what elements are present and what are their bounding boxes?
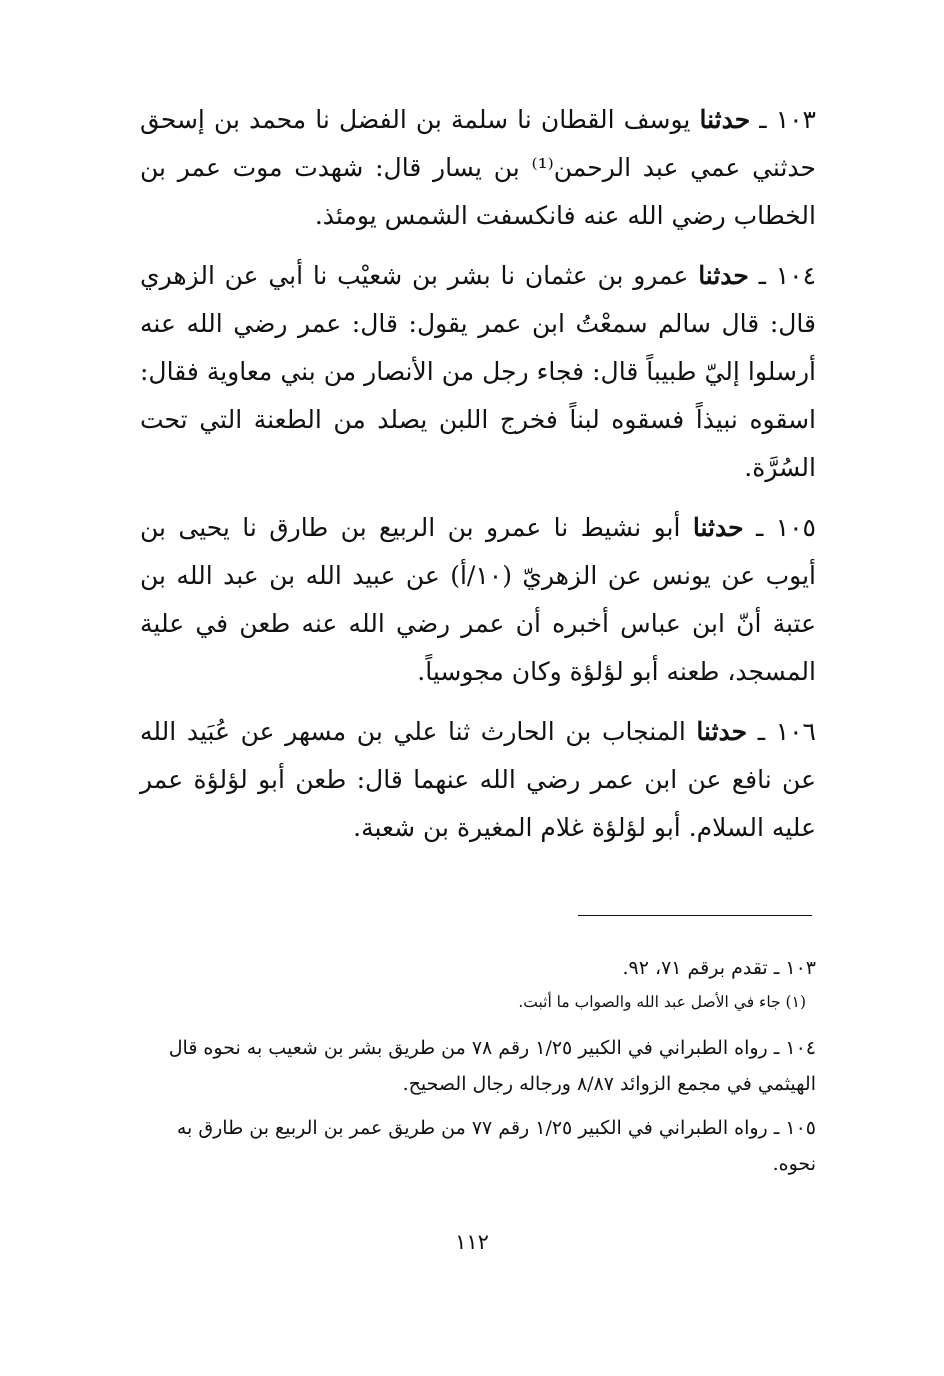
hadith-keyword: حدثنا [692,513,744,542]
footnote-105: ١٠٥ ـ رواه الطبراني في الكبير ١/٢٥ رقم ٧٧ من طريق عمر بن الربيع بن طارق به نحوه. [176,1117,816,1175]
footnote-divider [578,915,812,916]
page-number: ١١٢ [455,1230,489,1254]
footnote-marker-1: (١) جاء في الأصل عبد الله والصواب ما أثبت. [518,993,806,1011]
footnotes [140,950,816,1190]
hadith-number: ١٠٥ ـ [755,513,816,542]
main-text [140,96,816,864]
hadith-104 [140,252,816,492]
hadith-number: ١٠٤ ـ [758,261,817,290]
hadith-text: أبو نشيط نا عمرو بن الربيع بن طارق نا يحيى بن أيوب عن يونس عن الزهريّ (١٠/أ) عن عبيد الله بن عبد الله بن عتبة أنّ ابن عباس أخبره أن عمر رضي الله عنه طعن في علية المسجد، طعنه أبو لؤلؤة وكان مجوسياً. [140,513,816,686]
hadith-text: عمرو بن عثمان نا بشر بن شعيْب نا أبي عن الزهري قال: قال سالم سمعْتُ ابن عمر يقول: قال: عمر رضي الله عنه أرسلوا إليّ طبيباً قال: فجاء رجل من الأنصار من بني معاوية فقال: اسقوه نبيذاً فسقوه لبناً فخرج اللبن يصلد من الطعنة التي تحت السُرَّة. [140,261,816,482]
footnote-103: ١٠٣ ـ تقدم برقم ٧١، ٩٢. [622,957,816,979]
hadith-text: يوسف القطان نا سلمة بن الفضل نا محمد بن إسحق حدثني عمي عبد الرحمن⁽¹⁾ بن يسار قال: شهدت موت عمر بن الخطاب رضي الله عنه فانكسفت الشمس يومئذ. [140,105,817,230]
hadith-105 [140,504,816,696]
hadith-number: ١٠٦ ـ [757,717,816,746]
hadith-number: ١٠٣ ـ [759,105,816,134]
hadith-keyword: حدثنا [696,717,748,746]
footnote-104: ١٠٤ ـ رواه الطبراني في الكبير ١/٢٥ رقم ٧٨ من طريق بشر بن شعيب به نحوه قال الهيثمي في مجمع الزوائد ٨/٨٧ ورجاله رجال الصحيح. [168,1037,816,1095]
hadith-106 [140,708,816,852]
hadith-keyword: حدثنا [699,105,751,134]
hadith-keyword: حدثنا [698,261,749,290]
hadith-103 [140,96,816,240]
hadith-text: المنجاب بن الحارث ثنا علي بن مسهر عن عُبَيد الله عن نافع عن ابن عمر رضي الله عنهما قال: طعن أبو لؤلؤة عمر عليه السلام. أبو لؤلؤة غلام المغيرة بن شعبة. [140,717,816,842]
